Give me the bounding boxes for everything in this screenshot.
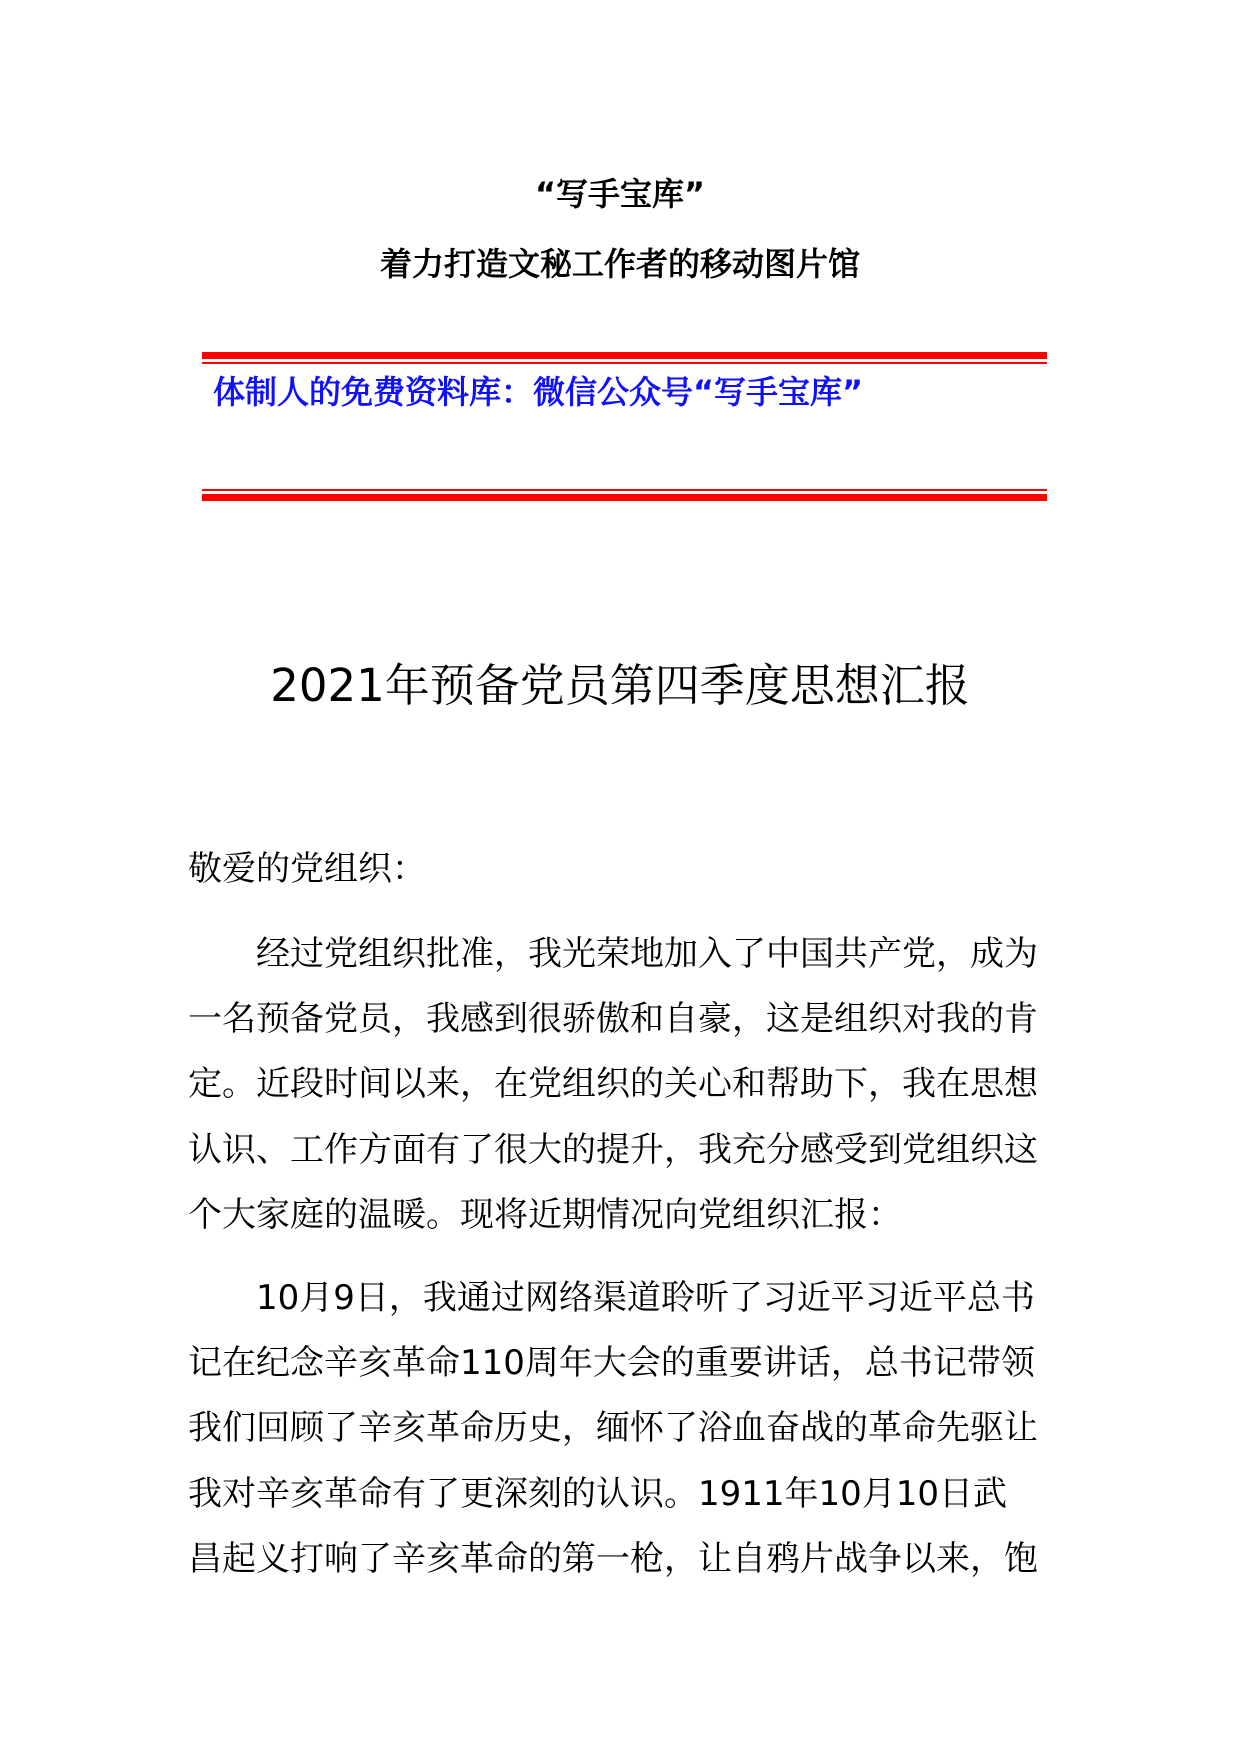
- banner-rule-bottom-thick: [202, 494, 1047, 501]
- banner-rule-top-thin: [202, 362, 1047, 364]
- paragraph-line: 10月9日，我通过网络渠道聆听了习近平习近平总书: [256, 1278, 1035, 1318]
- header-brand: “写手宝库”: [534, 175, 706, 213]
- banner-rule-bottom-thin: [202, 489, 1047, 491]
- banner-text: 体制人的免费资料库：微信公众号“写手宝库”: [213, 373, 864, 411]
- paragraph-line: 我们回顾了辛亥革命历史，缅怀了浴血奋战的革命先驱让: [188, 1408, 1038, 1449]
- header-slogan: 着力打造文秘工作者的移动图片馆: [379, 245, 860, 283]
- salutation: 敬爱的党组织：: [188, 849, 426, 889]
- paragraph-line: 一名预备党员，我感到很骄傲和自豪，这是组织对我的肯: [188, 999, 1038, 1040]
- paragraph: [188, 922, 1056, 1248]
- paragraph-line: 记在纪念辛亥革命110周年大会的重要讲话，总书记带领: [188, 1343, 1035, 1384]
- paragraph-line: 经过党组织批准，我光荣地加入了中国共产党，成为: [256, 934, 1038, 974]
- document-title: 2021年预备党员第四季度思想汇报: [270, 659, 970, 712]
- paragraph-line: 昌起义打响了辛亥革命的第一枪，让自鸦片战争以来，饱: [188, 1538, 1038, 1579]
- banner-rule-top-thick: [202, 352, 1047, 359]
- paragraph-line: 我对辛亥革命有了更深刻的认识。1911年10月10日武: [188, 1473, 1008, 1514]
- paragraph-line: 个大家庭的温暖。现将近期情况向党组织汇报：: [188, 1194, 902, 1235]
- paragraph-line: 认识、工作方面有了很大的提升，我充分感受到党组织这: [188, 1129, 1038, 1170]
- paragraph-line: 定。近段时间以来，在党组织的关心和帮助下，我在思想: [188, 1064, 1038, 1105]
- paragraph: [188, 1266, 1056, 1592]
